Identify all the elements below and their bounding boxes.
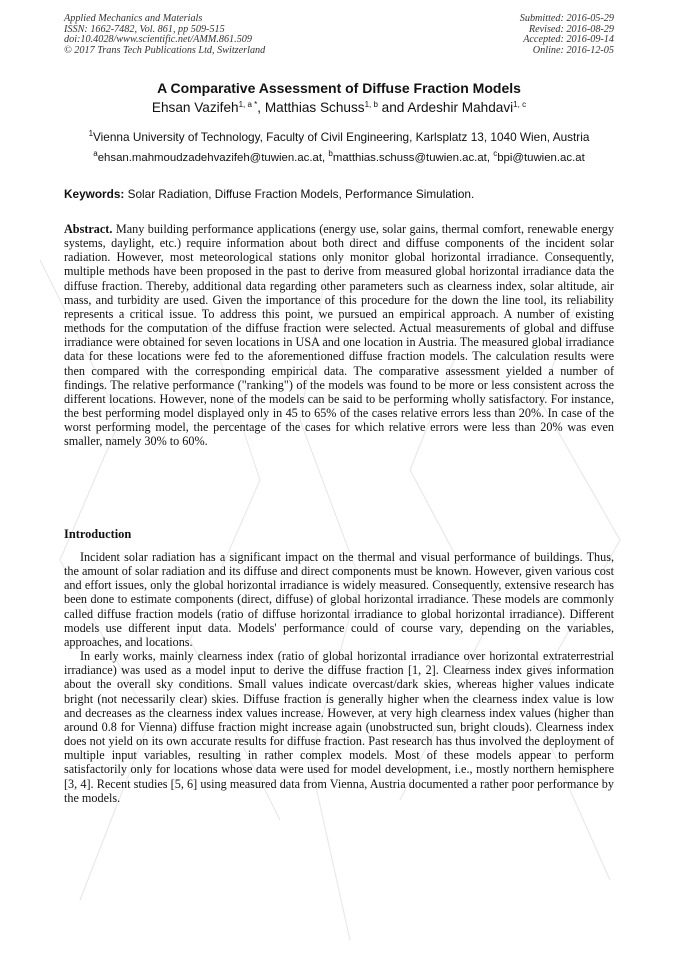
submission-dates xyxy=(520,14,614,56)
email-separator: , xyxy=(322,152,329,164)
email-mark: b xyxy=(328,149,333,158)
email-link[interactable]: bpi@tuwien.ac.at xyxy=(497,152,585,164)
issn-line: ISSN: 1662-7482, Vol. 861, pp 509-515 xyxy=(64,23,225,35)
author-separator: and xyxy=(377,100,408,115)
copyright-line: © 2017 Trans Tech Publications Ltd, Switzerland xyxy=(64,44,266,56)
email-mark: c xyxy=(493,149,498,158)
introduction-body xyxy=(64,550,614,805)
affiliation-text: Vienna University of Technology, Faculty of Civil Engineering, Karlsplatz 13, 1040 Wien, Austria xyxy=(93,130,590,144)
author-list xyxy=(0,100,678,115)
journal-name: Applied Mechanics and Materials xyxy=(64,13,203,24)
accepted-date: Accepted: 2016-09-14 xyxy=(523,34,614,46)
keywords-label: Keywords: xyxy=(64,187,125,201)
online-date: Online: 2016-12-05 xyxy=(532,44,614,56)
revised-date: Revised: 2016-08-29 xyxy=(528,23,614,35)
paragraph: In early works, mainly clearness index (ratio of global horizontal irradiance over horizontal extraterrestrial irradiance) was used as a model input to derive the diffuse fraction [1, 2]. Clearness index gives information about the overall sky conditions. Small values indicate overcast/dark skies, whereas higher values indicate bright (not necessarily clear) skies. Diffuse fraction is generally higher when the clearness index value is low and decreases as the clearness index values increase. However, at very high clearness index values (higher than around 0.8 for Vienna) diffuse fraction might increase again (unobstructed sun, bright clouds). Clearness index does not yield on its own accurate results for diffuse fraction. Past research has thus involved the deployment of multiple input variables, resulting in rather complex models. Most of these models appear to perform satisfactorily only for locations whose data were used for model development, i.e., mostly northern hemisphere [3, 4]. Recent studies [5, 6] using measured data from Vienna, Austria documented a rather poor performance by the models. xyxy=(64,649,614,805)
email-list xyxy=(0,149,678,164)
abstract-label: Abstract. xyxy=(64,222,113,236)
keywords-text: Solar Radiation, Diffuse Fraction Models, Performance Simulation. xyxy=(124,187,475,201)
doi-line: doi:10.4028/www.scientific.net/AMM.861.509 xyxy=(64,34,252,46)
affiliation xyxy=(0,130,678,144)
affiliation-mark: 1 xyxy=(88,129,94,138)
abstract xyxy=(64,222,614,449)
email-link[interactable]: ehsan.mahmoudzadehvazifeh@tuwien.ac.at xyxy=(97,152,323,164)
submitted-date: Submitted: 2016-05-29 xyxy=(519,13,614,24)
author-name: Ardeshir Mahdavi xyxy=(407,100,514,115)
author-affiliation-mark: 1, c xyxy=(513,100,527,109)
section-heading-introduction: Introduction xyxy=(64,527,132,541)
journal-info xyxy=(64,14,265,56)
email-mark: a xyxy=(93,149,98,158)
abstract-text: Many building performance applications (energy use, solar gains, thermal comfort, renewable energy systems, daylight, etc.) require information about both direct and diffuse components of the incident solar radiation. However, most meteorological stations only monitor global horizontal irradiance. Consequently, multiple methods have been proposed in the past to derive from measured global horizontal irradiance data the diffuse fraction. Thereby, additional data regarding other parameters such as clearness index, solar altitude, air mass, and turbidity are used. Given the importance of this procedure for the down the line tool, its reliability represents a critical issue. To address this point, we pursued an empirical approach. A number of existing methods for the computation of the diffuse fraction were selected. Actual measurements of global and diffuse irradiance were obtained for seven locations in USA and one location in Austria. The measured global irradiance data for these locations were fed to the aforementioned diffuse fraction models. The calculation results were then compared with the corresponding empirical data. The comparative assessment yielded a number of findings. The relative performance ("ranking") of the models was found to be more or less consistent across the different locations. However, none of the models can be said to be performing wholly satisfactory. For instance, the best performing model displayed only in 45 to 65% of the cases relative errors less than 20%. In case of the worst performing model, the percentage of the cases for which relative errors were less than 20% was even smaller, namely 30% to 60%. xyxy=(64,222,614,449)
keywords xyxy=(64,187,624,201)
paper-title: A Comparative Assessment of Diffuse Fraction Models xyxy=(157,80,521,96)
author-name: Matthias Schuss xyxy=(264,100,365,115)
email-link[interactable]: matthias.schuss@tuwien.ac.at xyxy=(332,152,487,164)
author-separator: , xyxy=(257,100,265,115)
author-affiliation-mark: 1, a * xyxy=(238,100,258,109)
author-affiliation-mark: 1, b xyxy=(364,100,378,109)
email-separator: , xyxy=(486,152,494,164)
author-name: Ehsan Vazifeh xyxy=(151,100,239,115)
paragraph: Incident solar radiation has a significant impact on the thermal and visual performance of buildings. Thus, the amount of solar radiation and its diffuse and direct components must be known. However, given various cost and effort issues, only the global horizontal irradiance is widely measured. Consequently, extensive research has been done to estimate components (direct, diffuse) of global horizontal irradiance. These models are commonly called diffuse fraction models (ratio of diffuse horizontal irradiance to global horizontal irradiance). Different models use different input data. Models' performance could of course vary, depending on the variables, approaches, and locations. xyxy=(64,550,614,649)
